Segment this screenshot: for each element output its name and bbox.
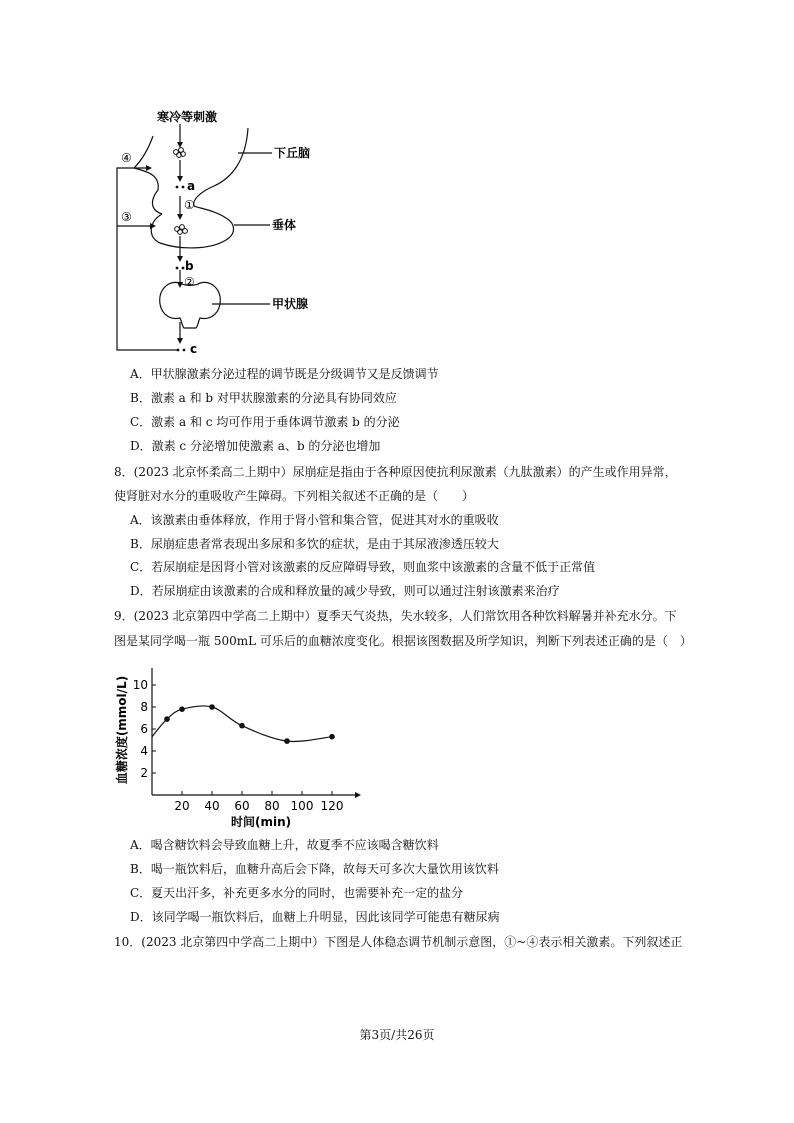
q9-option-a: A．喝含糖饮料会导致血糖上升，故夏季不应该喝含糖饮料: [130, 838, 439, 852]
y-tick-label: 4: [140, 744, 148, 758]
q9-option-b: B．喝一瓶饮料后，血糖升高后会下降，故每天可多次大量饮用该饮料: [130, 862, 499, 876]
blood-glucose-chart: [110, 660, 370, 830]
q8-option-d: D．若尿崩症由该激素的合成和释放量的减少导致，则可以通过注射该激素来治疗: [130, 584, 560, 598]
step-1-label: ①: [184, 198, 195, 212]
page-footer: 第3页/共26页: [359, 1028, 435, 1042]
data-point: [179, 706, 185, 712]
stimulus-label: 寒冷等刺激: [157, 110, 218, 124]
q7-option-a: A．甲状腺激素分泌过程的调节既是分级调节又是反馈调节: [130, 367, 439, 381]
q8-stem-line2: 使肾脏对水分的重吸收产生障碍。下列相关叙述不正确的是（ ）: [114, 489, 475, 503]
y-tick-label: 6: [140, 722, 148, 736]
data-point: [239, 723, 245, 729]
q9-stem-line1: 9．(2023 北京第四中学高二上期中）夏季天气炎热，失水较多，人们常饮用各种饮料解暑并补充水分。下: [114, 609, 677, 623]
q10-stem-line1: 10．(2023 北京第四中学高二上期中）下图是人体稳态调节机制示意图，①~④表示相关激素。下列叙述正: [114, 935, 683, 949]
q7-option-b: B．激素 a 和 b 对甲状腺激素的分泌具有协同效应: [130, 391, 397, 405]
x-tick-label: 120: [320, 799, 344, 813]
y-tick-label: 10: [132, 678, 148, 692]
x-tick-label: 60: [234, 799, 250, 813]
step-3-label: ③: [121, 210, 132, 224]
q9-stem-line2: 图是某同学喝一瓶 500mL 可乐后的血糖浓度变化。根据该图数据及所学知识，判断下列表述正确的是（ ）: [114, 634, 692, 648]
pituitary-label: 垂体: [272, 218, 297, 232]
x-axis-label: 时间(min): [231, 815, 292, 829]
q7-option-d: D．激素 c 分泌增加使激素 a、b 的分泌也增加: [130, 439, 381, 453]
q8-option-c: C．若尿崩症是因肾小管对该激素的反应障碍导致，则血浆中该激素的含量不低于正常值: [130, 560, 596, 574]
hypothalamus-label: 下丘脑: [274, 146, 311, 160]
x-tick-label: 20: [174, 799, 190, 813]
y-axis-label: 血糖浓度(mmol/L): [115, 675, 129, 785]
y-tick-label: 2: [140, 766, 148, 780]
step-2-label: ②: [184, 275, 195, 289]
x-axis-arrow: [355, 792, 361, 798]
data-point: [284, 738, 290, 744]
y-tick-label: 8: [140, 700, 148, 714]
q9-option-d: D．该同学喝一瓶饮料后，血糖上升明显，因此该同学可能患有糖尿病: [130, 910, 500, 924]
q8-option-a: A．该激素由垂体释放，作用于肾小管和集合管，促进其对水的重吸收: [130, 513, 499, 527]
thyroid-label: 甲状腺: [272, 297, 309, 311]
q8-stem-line1: 8．(2023 北京怀柔高二上期中）尿崩症是指由于各种原因使抗利尿激素（九肽激素）的产生或作用异常，: [114, 465, 677, 479]
hormone-b-label: b: [185, 259, 194, 273]
hormone-c-label: c: [190, 342, 198, 356]
thyroid-regulation-diagram: [0, 0, 794, 370]
x-tick-label: 40: [204, 799, 220, 813]
x-tick-label: 100: [290, 799, 314, 813]
q9-option-c: C．夏天出汗多，补充更多水分的同时，也需要补充一定的盐分: [130, 886, 464, 900]
q8-option-b: B．尿崩症患者常表现出多尿和多饮的症状，是由于其尿液渗透压较大: [130, 537, 499, 551]
data-point: [329, 734, 335, 740]
data-point: [164, 716, 170, 722]
q7-option-c: C．激素 a 和 c 均可作用于垂体调节激素 b 的分泌: [130, 415, 400, 429]
x-tick-label: 80: [264, 799, 280, 813]
data-point: [209, 704, 215, 710]
step-4-label: ④: [121, 151, 132, 165]
hormone-a-label: a: [187, 179, 196, 193]
